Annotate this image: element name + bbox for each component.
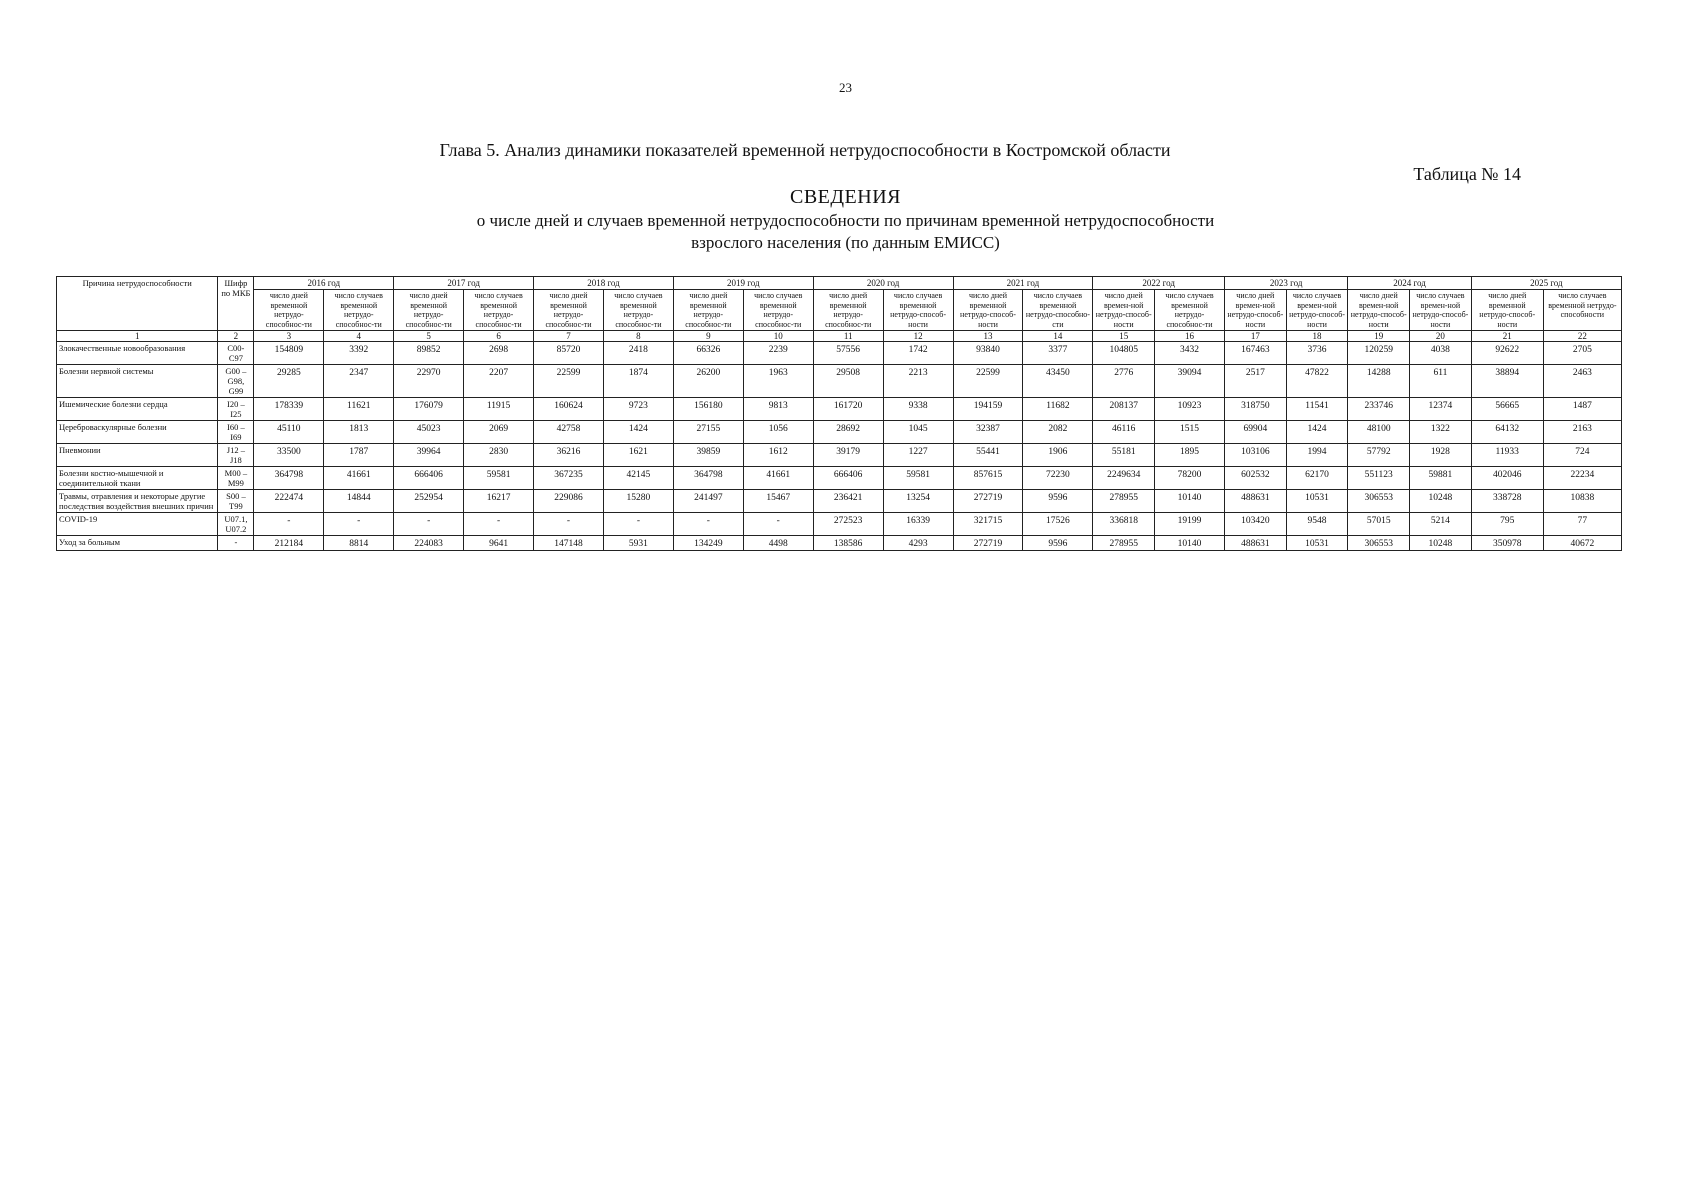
cell-cases: 8814 (324, 536, 394, 551)
row-reason: Уход за больным (57, 536, 218, 551)
header-year: 2022 год (1093, 277, 1225, 290)
column-number: 12 (883, 331, 953, 342)
cell-cases: 10248 (1410, 490, 1472, 513)
header-days: число дней времен-ной нетрудо-способ-ности (1093, 290, 1155, 331)
row-reason: Травмы, отравления и некоторые другие последствия воздействия внешних причин (57, 490, 218, 513)
table-body (57, 342, 1622, 551)
cell-days: 222474 (254, 490, 324, 513)
cell-days: 56665 (1471, 398, 1543, 421)
row-icd-code: I20 – I25 (218, 398, 254, 421)
header-days: число дней временной нетрудо-способнос-ти (673, 290, 743, 331)
cell-cases: 9723 (603, 398, 673, 421)
cell-days: 178339 (254, 398, 324, 421)
cell-cases: 1515 (1155, 421, 1225, 444)
cell-days: 33500 (254, 444, 324, 467)
cell-days: 22970 (394, 365, 464, 398)
cell-days: 488631 (1224, 536, 1286, 551)
cell-days: 241497 (673, 490, 743, 513)
cell-cases: 4293 (883, 536, 953, 551)
cell-days: 272719 (953, 490, 1023, 513)
cell-cases: - (743, 513, 813, 536)
column-number: 20 (1410, 331, 1472, 342)
cell-cases: 9596 (1023, 490, 1093, 513)
cell-days: - (534, 513, 604, 536)
cell-days: 2517 (1224, 365, 1286, 398)
cell-cases: 1742 (883, 342, 953, 365)
cell-cases: 11621 (324, 398, 394, 421)
cell-cases: 1424 (603, 421, 673, 444)
cell-cases: 9641 (464, 536, 534, 551)
cell-cases: 15280 (603, 490, 673, 513)
header-year: 2018 год (534, 277, 674, 290)
cell-cases: 40672 (1543, 536, 1621, 551)
header-days: число дней времен-ной нетрудо-способ-ности (1224, 290, 1286, 331)
cell-days: 134249 (673, 536, 743, 551)
cell-cases: 2213 (883, 365, 953, 398)
header-cases: число случаев временной нетрудо-способнос-ти (743, 290, 813, 331)
cell-days: 29508 (813, 365, 883, 398)
cell-days: 194159 (953, 398, 1023, 421)
cell-days: 120259 (1348, 342, 1410, 365)
cell-days: 252954 (394, 490, 464, 513)
row-icd-code: U07.1, U07.2 (218, 513, 254, 536)
cell-days: 55181 (1093, 444, 1155, 467)
row-reason: Злокачественные новообразования (57, 342, 218, 365)
header-reason: Причина нетрудоспособности (57, 277, 218, 331)
header-days: число дней времен-ной нетрудо-способ-ности (1348, 290, 1410, 331)
row-reason: Ишемические болезни сердца (57, 398, 218, 421)
cell-cases: 9338 (883, 398, 953, 421)
header-days: число дней временной нетрудо-способнос-ти (254, 290, 324, 331)
cell-days: 22599 (953, 365, 1023, 398)
cell-days: 488631 (1224, 490, 1286, 513)
cell-cases: 12374 (1410, 398, 1472, 421)
column-number: 8 (603, 331, 673, 342)
cell-cases: 77 (1543, 513, 1621, 536)
cell-days: 27155 (673, 421, 743, 444)
cell-cases: 11915 (464, 398, 534, 421)
table-row (57, 398, 1622, 421)
cell-cases: 3392 (324, 342, 394, 365)
column-number: 7 (534, 331, 604, 342)
table-number: Таблица № 14 (1413, 164, 1521, 184)
table-row (57, 467, 1622, 490)
cell-days: 551123 (1348, 467, 1410, 490)
cell-days: 272523 (813, 513, 883, 536)
subheader-row (57, 290, 1622, 331)
cell-cases: 1424 (1286, 421, 1348, 444)
cell-days: - (394, 513, 464, 536)
row-icd-code: J12 – J18 (218, 444, 254, 467)
cell-cases: 42145 (603, 467, 673, 490)
cell-cases: 59881 (1410, 467, 1472, 490)
row-reason: Болезни костно-мышечной и соединительной ткани (57, 467, 218, 490)
table-row (57, 536, 1622, 551)
cell-cases: 1906 (1023, 444, 1093, 467)
column-number: 21 (1471, 331, 1543, 342)
column-number: 13 (953, 331, 1023, 342)
header-cases: число случаев временной нетрудо-способ-ности (883, 290, 953, 331)
sick-leave-table (56, 276, 1622, 551)
cell-days: 57556 (813, 342, 883, 365)
cell-days: 176079 (394, 398, 464, 421)
cell-cases: 19199 (1155, 513, 1225, 536)
header-days: число дней временной нетрудо-способ-ности (1471, 290, 1543, 331)
cell-cases: 1895 (1155, 444, 1225, 467)
chapter-title: Глава 5. Анализ динамики показателей временной нетрудоспособности в Костромской области (439, 140, 1171, 160)
cell-days: 2249634 (1093, 467, 1155, 490)
cell-cases: 9813 (743, 398, 813, 421)
cell-days: 666406 (813, 467, 883, 490)
cell-days: 89852 (394, 342, 464, 365)
year-header-row (57, 277, 1622, 290)
row-icd-code: I60 – I69 (218, 421, 254, 444)
cell-days: 66326 (673, 342, 743, 365)
column-number: 17 (1224, 331, 1286, 342)
cell-cases: 62170 (1286, 467, 1348, 490)
cell-cases: 43450 (1023, 365, 1093, 398)
row-icd-code: M00 – M99 (218, 467, 254, 490)
cell-days: 338728 (1471, 490, 1543, 513)
column-number: 15 (1093, 331, 1155, 342)
cell-cases: 2463 (1543, 365, 1621, 398)
cell-days: 55441 (953, 444, 1023, 467)
column-number: 9 (673, 331, 743, 342)
row-reason: COVID-19 (57, 513, 218, 536)
cell-cases: 2698 (464, 342, 534, 365)
header-cases: число случаев времен-ной нетрудо-способ-ности (1410, 290, 1472, 331)
cell-cases: 1874 (603, 365, 673, 398)
cell-cases: 3432 (1155, 342, 1225, 365)
cell-days: 93840 (953, 342, 1023, 365)
header-icd-code: Шифр по МКБ (218, 277, 254, 331)
cell-days: 278955 (1093, 490, 1155, 513)
cell-days: 39179 (813, 444, 883, 467)
cell-cases: 3377 (1023, 342, 1093, 365)
cell-days: - (254, 513, 324, 536)
cell-cases: 16217 (464, 490, 534, 513)
cell-days: 224083 (394, 536, 464, 551)
cell-cases: 78200 (1155, 467, 1225, 490)
row-icd-code: C00-C97 (218, 342, 254, 365)
cell-cases: 5931 (603, 536, 673, 551)
cell-days: 364798 (254, 467, 324, 490)
row-icd-code: G00 – G98, G99 (218, 365, 254, 398)
cell-days: - (673, 513, 743, 536)
row-reason: Пневмонии (57, 444, 218, 467)
cell-cases: 11541 (1286, 398, 1348, 421)
cell-days: 39964 (394, 444, 464, 467)
cell-cases: 17526 (1023, 513, 1093, 536)
header-year: 2024 год (1348, 277, 1471, 290)
cell-days: 167463 (1224, 342, 1286, 365)
cell-cases: 2069 (464, 421, 534, 444)
cell-cases: 41661 (743, 467, 813, 490)
cell-days: 28692 (813, 421, 883, 444)
cell-days: 39859 (673, 444, 743, 467)
cell-cases: - (603, 513, 673, 536)
header-days: число дней временной нетрудо-способнос-ти (534, 290, 604, 331)
cell-days: 367235 (534, 467, 604, 490)
cell-cases: 2705 (1543, 342, 1621, 365)
header-year: 2017 год (394, 277, 534, 290)
row-reason: Болезни нервной системы (57, 365, 218, 398)
cell-cases: 1963 (743, 365, 813, 398)
cell-days: 306553 (1348, 490, 1410, 513)
cell-days: 364798 (673, 467, 743, 490)
table-row (57, 490, 1622, 513)
header-year: 2020 год (813, 277, 953, 290)
cell-cases: 2163 (1543, 421, 1621, 444)
cell-days: 85720 (534, 342, 604, 365)
cell-cases: - (324, 513, 394, 536)
cell-days: 38894 (1471, 365, 1543, 398)
cell-cases: 2207 (464, 365, 534, 398)
cell-cases: 47822 (1286, 365, 1348, 398)
header-cases: число случаев временной нетрудо-способнос-ти (464, 290, 534, 331)
row-icd-code: S00 – T99 (218, 490, 254, 513)
cell-cases: 11682 (1023, 398, 1093, 421)
cell-cases: 59581 (883, 467, 953, 490)
cell-days: 29285 (254, 365, 324, 398)
column-number: 2 (218, 331, 254, 342)
cell-cases: 2347 (324, 365, 394, 398)
cell-days: 350978 (1471, 536, 1543, 551)
cell-cases: 10531 (1286, 536, 1348, 551)
cell-days: 212184 (254, 536, 324, 551)
column-number: 11 (813, 331, 883, 342)
cell-cases: 1612 (743, 444, 813, 467)
table-row (57, 421, 1622, 444)
cell-days: 69904 (1224, 421, 1286, 444)
header-cases: число случаев времен-ной нетрудо-способ-ности (1286, 290, 1348, 331)
header-cases: число случаев временной нетрудо-способности (1543, 290, 1621, 331)
cell-days: 32387 (953, 421, 1023, 444)
cell-cases: 1322 (1410, 421, 1472, 444)
header-cases: число случаев временной нетрудо-способнос-ти (324, 290, 394, 331)
cell-days: 11933 (1471, 444, 1543, 467)
cell-cases: 724 (1543, 444, 1621, 467)
cell-cases: 2418 (603, 342, 673, 365)
cell-days: 160624 (534, 398, 604, 421)
row-icd-code: - (218, 536, 254, 551)
cell-days: 666406 (394, 467, 464, 490)
cell-cases: 5214 (1410, 513, 1472, 536)
cell-days: 45023 (394, 421, 464, 444)
column-number: 22 (1543, 331, 1621, 342)
cell-days: 233746 (1348, 398, 1410, 421)
cell-cases: 1045 (883, 421, 953, 444)
cell-cases: 72230 (1023, 467, 1093, 490)
header-cases: число случаев временной нетрудо-способнос-ти (603, 290, 673, 331)
cell-days: 602532 (1224, 467, 1286, 490)
cell-cases: 59581 (464, 467, 534, 490)
cell-cases: 2239 (743, 342, 813, 365)
table-row (57, 513, 1622, 536)
subheading-line-2: взрослого населения (по данным ЕМИСС) (691, 233, 1000, 252)
table-row (57, 342, 1622, 365)
cell-cases: 14844 (324, 490, 394, 513)
cell-cases: 16339 (883, 513, 953, 536)
cell-days: 92622 (1471, 342, 1543, 365)
column-number: 18 (1286, 331, 1348, 342)
column-number: 1 (57, 331, 218, 342)
cell-days: 36216 (534, 444, 604, 467)
cell-days: 57792 (1348, 444, 1410, 467)
cell-days: 336818 (1093, 513, 1155, 536)
cell-days: 45110 (254, 421, 324, 444)
cell-days: 161720 (813, 398, 883, 421)
cell-cases: 1813 (324, 421, 394, 444)
column-number: 10 (743, 331, 813, 342)
cell-days: 14288 (1348, 365, 1410, 398)
column-number: 4 (324, 331, 394, 342)
column-number: 3 (254, 331, 324, 342)
header-days: число дней временной нетрудо-способнос-ти (394, 290, 464, 331)
cell-cases: 41661 (324, 467, 394, 490)
cell-cases: 10923 (1155, 398, 1225, 421)
cell-days: 278955 (1093, 536, 1155, 551)
cell-cases: 611 (1410, 365, 1472, 398)
cell-days: 321715 (953, 513, 1023, 536)
cell-days: 156180 (673, 398, 743, 421)
cell-days: 22599 (534, 365, 604, 398)
cell-days: 42758 (534, 421, 604, 444)
cell-cases: 10248 (1410, 536, 1472, 551)
header-cases: число случаев временной нетрудо-способно-сти (1023, 290, 1093, 331)
cell-days: 26200 (673, 365, 743, 398)
cell-cases: 4498 (743, 536, 813, 551)
cell-days: 138586 (813, 536, 883, 551)
header-days: число дней временной нетрудо-способ-ности (953, 290, 1023, 331)
cell-days: 154809 (254, 342, 324, 365)
cell-cases: 13254 (883, 490, 953, 513)
cell-days: 402046 (1471, 467, 1543, 490)
cell-cases: 10140 (1155, 536, 1225, 551)
cell-days: 48100 (1348, 421, 1410, 444)
cell-cases: 1487 (1543, 398, 1621, 421)
document-subheading (0, 210, 1691, 254)
cell-days: 57015 (1348, 513, 1410, 536)
column-number: 5 (394, 331, 464, 342)
cell-cases: 2082 (1023, 421, 1093, 444)
cell-cases: 1928 (1410, 444, 1472, 467)
column-number: 6 (464, 331, 534, 342)
column-number: 19 (1348, 331, 1410, 342)
column-number: 16 (1155, 331, 1225, 342)
cell-days: 46116 (1093, 421, 1155, 444)
cell-days: 64132 (1471, 421, 1543, 444)
row-reason: Цереброваскулярные болезни (57, 421, 218, 444)
cell-cases: 1227 (883, 444, 953, 467)
header-cases: число случаев временной нетрудо-способнос-ти (1155, 290, 1225, 331)
column-number-row (57, 331, 1622, 342)
cell-days: 857615 (953, 467, 1023, 490)
cell-days: 306553 (1348, 536, 1410, 551)
cell-cases: 9548 (1286, 513, 1348, 536)
cell-cases: 22234 (1543, 467, 1621, 490)
cell-cases: 39094 (1155, 365, 1225, 398)
cell-cases: 15467 (743, 490, 813, 513)
cell-days: 236421 (813, 490, 883, 513)
cell-cases: 1621 (603, 444, 673, 467)
cell-cases: 4038 (1410, 342, 1472, 365)
table-row (57, 365, 1622, 398)
cell-days: 208137 (1093, 398, 1155, 421)
cell-cases: 3736 (1286, 342, 1348, 365)
cell-days: 272719 (953, 536, 1023, 551)
cell-cases: 1787 (324, 444, 394, 467)
table-row (57, 444, 1622, 467)
header-year: 2025 год (1471, 277, 1621, 290)
cell-cases: 9596 (1023, 536, 1093, 551)
cell-cases: 10531 (1286, 490, 1348, 513)
cell-days: 104805 (1093, 342, 1155, 365)
header-days: число дней временной нетрудо-способнос-ти (813, 290, 883, 331)
header-year: 2023 год (1224, 277, 1347, 290)
subheading-line-1: о числе дней и случаев временной нетрудоспособности по причинам временной нетрудоспособности (476, 211, 1215, 230)
cell-days: 795 (1471, 513, 1543, 536)
cell-cases: 2830 (464, 444, 534, 467)
header-year: 2016 год (254, 277, 394, 290)
cell-days: 103106 (1224, 444, 1286, 467)
header-year: 2019 год (673, 277, 813, 290)
cell-days: 229086 (534, 490, 604, 513)
document-heading: СВЕДЕНИЯ (790, 186, 901, 208)
cell-cases: 10838 (1543, 490, 1621, 513)
column-number: 14 (1023, 331, 1093, 342)
header-year: 2021 год (953, 277, 1093, 290)
cell-days: 2776 (1093, 365, 1155, 398)
cell-cases: 1994 (1286, 444, 1348, 467)
cell-days: 318750 (1224, 398, 1286, 421)
cell-cases: - (464, 513, 534, 536)
cell-cases: 10140 (1155, 490, 1225, 513)
cell-days: 103420 (1224, 513, 1286, 536)
page-number: 23 (839, 80, 852, 95)
cell-cases: 1056 (743, 421, 813, 444)
cell-days: 147148 (534, 536, 604, 551)
